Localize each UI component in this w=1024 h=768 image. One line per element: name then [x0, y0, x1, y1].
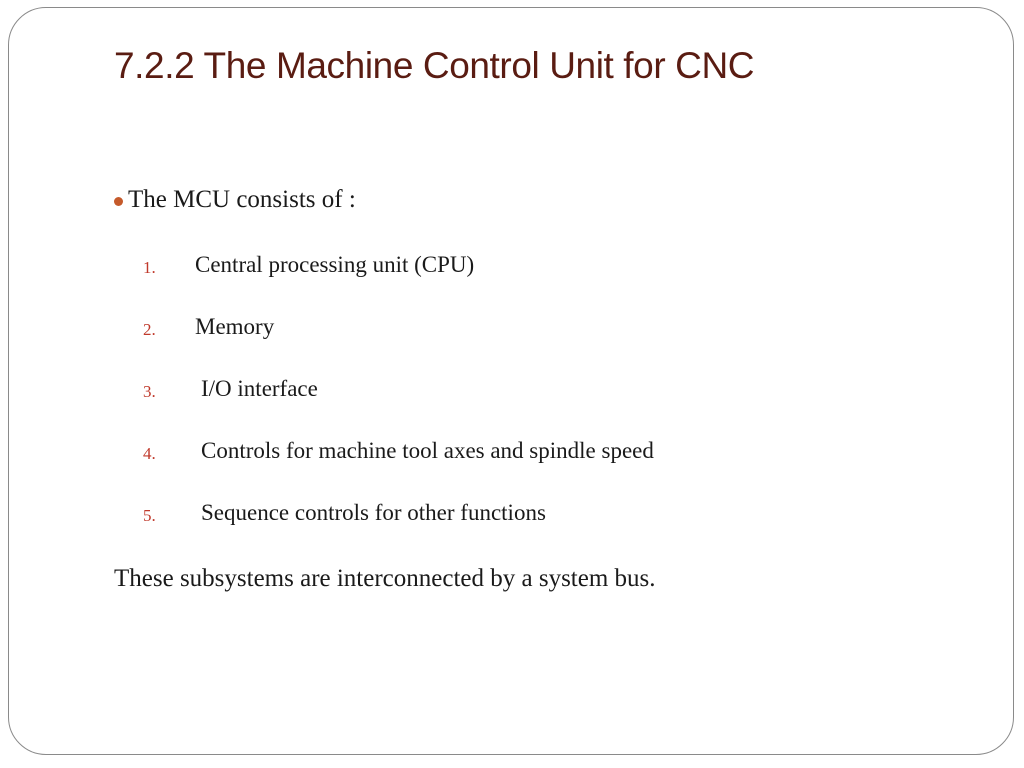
list-item-number: 3.	[143, 382, 156, 401]
list-item-text: I/O interface	[201, 376, 318, 401]
closing-statement: These subsystems are interconnected by a system bus.	[114, 565, 656, 592]
list-item-number: 5.	[143, 506, 156, 525]
bullet-item	[114, 186, 356, 214]
list-item-text: Central processing unit (CPU)	[195, 252, 475, 277]
bullet-text: The MCU consists of :	[128, 186, 356, 213]
bullet-dot-icon	[114, 197, 123, 206]
slide-frame	[8, 7, 1014, 755]
list-item-number: 1.	[143, 258, 156, 277]
list-item-text: Controls for machine tool axes and spindle speed	[201, 438, 654, 463]
list-item-number: 2.	[143, 320, 156, 339]
list-item-number: 4.	[143, 444, 156, 463]
list-item-text: Sequence controls for other functions	[201, 500, 546, 525]
list-item-text: Memory	[195, 314, 275, 339]
slide-title: 7.2.2 The Machine Control Unit for CNC	[114, 45, 755, 86]
